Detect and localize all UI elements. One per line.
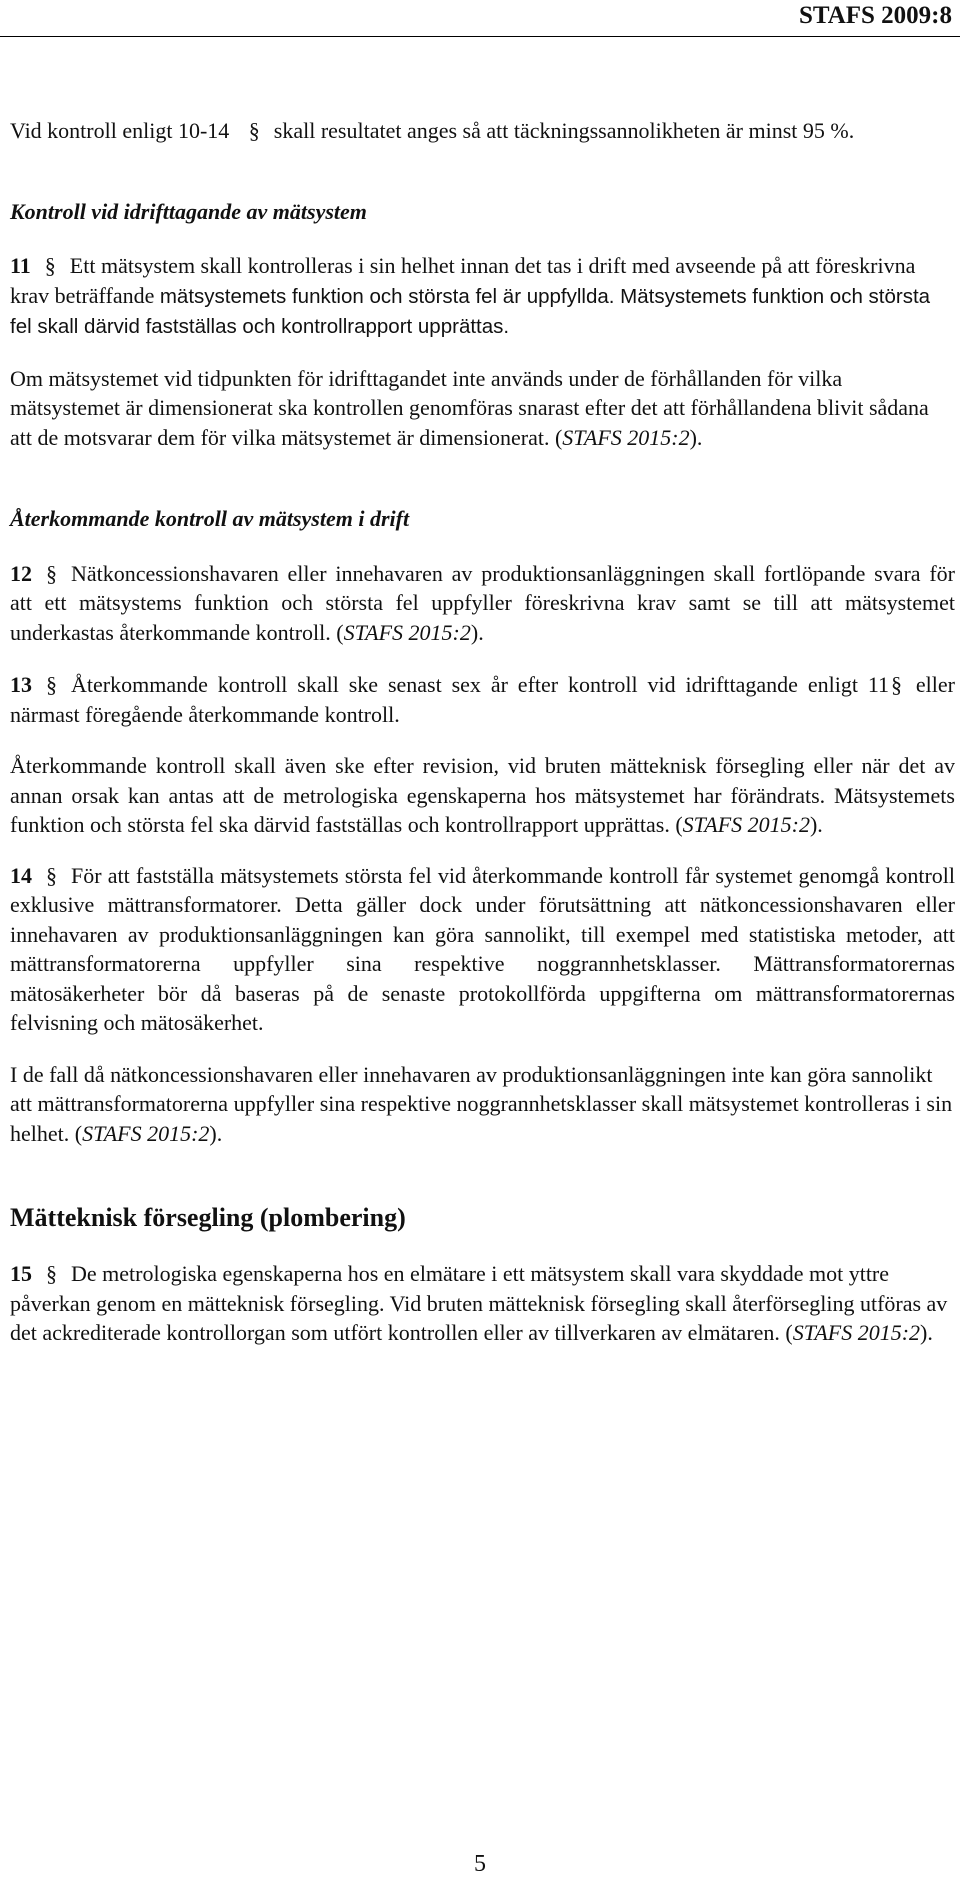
page-number: 5 bbox=[474, 1851, 486, 1877]
heading-commissioning: Kontroll vid idrifttagande av mätsystem bbox=[10, 198, 367, 224]
section-symbol: § bbox=[891, 672, 903, 697]
paragraph-commissioning-conditions: Om mätsystemet vid tidpunkten för idrifttagandet inte används under de förhållanden för vilka mätsystemet är dimensionerat ska kontrollen genomföras snarast efter det att förhållandena blivit sådana att de motsvarar dem för vilka mätsystemet är dimensionerat. (STAFS 2015:2). bbox=[10, 365, 929, 450]
section-symbol: § bbox=[46, 862, 57, 888]
section-number: 11 bbox=[10, 253, 31, 278]
section-symbol: § bbox=[46, 672, 57, 697]
heading-sealing: Mätteknisk försegling (plombering) bbox=[10, 1203, 406, 1232]
reference-citation: STAFS 2015:2 bbox=[562, 424, 690, 450]
section-14: 14 § För att fastställa mätsystemets största fel vid återkommande kontroll får systemet genomgå kontroll exklusive mättransformatorer. Detta gäller dock under förutsättning att nätkoncessionshavaren eller innehavaren av produktionsanläggningen kan göra sannolikt, till exempel med statistiska metoder, att mättransformatorerna uppfyller sina respektive noggrannhetsklasser. Mättransformatorernas mätosäkerheter bör då baseras på de senaste protokollförda uppgifterna om mättransformatorernas felvisning och mätosäkerhet. bbox=[10, 862, 955, 1035]
section-symbol: § bbox=[46, 1261, 57, 1286]
section-number: 15 bbox=[10, 1261, 32, 1286]
section-number: 14 bbox=[10, 862, 32, 888]
section-15: 15 § De metrologiska egenskaperna hos en elmätare i ett mätsystem skall vara skyddade mot yttre påverkan genom en mätteknisk försegling. Vid bruten mätteknisk försegling skall återförsegling utföras av det ackrediterade kontrollorgan som utfört kontrollen eller av tillverkaren av elmätaren. (STAFS 2015:2). bbox=[10, 1261, 948, 1345]
section-number: 12 bbox=[10, 560, 32, 586]
document-id: STAFS 2009:8 bbox=[798, 2, 952, 29]
paragraph-recurring-conditions: Återkommande kontroll skall även ske efter revision, vid bruten mätteknisk försegling eller när det av annan orsak kan antas att de metrologiska egenskaperna hos mätsystemet har förändrats. Mätsystemets funktion och största fel ska därvid fastställas och kontrollrapport upprättas. (STAFS 2015:2). bbox=[10, 753, 955, 837]
intro-paragraph: Vid kontroll enligt 10-14 § skall resultatet anges så att täckningssannolikheten är minst 95 %. bbox=[10, 118, 855, 143]
section-number: 13 bbox=[10, 672, 32, 697]
document-body bbox=[10, 116, 955, 1348]
reference-citation: STAFS 2015:2 bbox=[82, 1120, 210, 1146]
section-11: 11 § Ett mätsystem skall kontrolleras i sin helhet innan det tas i drift med avseende på att föreskrivna krav beträffande mätsystemets funktion och största fel är uppfyllda. Mätsystemets funktion och största fel skall därvid fastställas och kontrollrapport upprättas. bbox=[10, 253, 931, 338]
section-symbol: § bbox=[248, 118, 260, 143]
reference-citation: STAFS 2015:2 bbox=[792, 1320, 921, 1345]
heading-recurring-control: Återkommande kontroll av mätsystem i drift bbox=[10, 506, 410, 531]
section-symbol: § bbox=[44, 253, 56, 278]
section-symbol: § bbox=[46, 560, 57, 586]
page-header bbox=[0, 0, 960, 37]
reference-citation: STAFS 2015:2 bbox=[682, 812, 810, 837]
section-13: 13 § Återkommande kontroll skall ske senast sex år efter kontroll vid idrifttagande enligt 11§ eller närmast föregående återkommande kontroll. bbox=[10, 672, 955, 727]
paragraph-full-control: I de fall då nätkoncessionshavaren eller innehavaren av produktionsanläggningen inte kan göra sannolikt att mättransformatorerna uppfyller sina respektive noggrannhetsklasser skall mätsystemet kontrolleras i sin helhet. (STAFS 2015:2). bbox=[10, 1061, 953, 1146]
reference-citation: STAFS 2015:2 bbox=[343, 619, 471, 645]
section-12: 12 § Nätkoncessionshavaren eller innehavaren av produktionsanläggningen skall fortlöpande svara för att ett mätsystems funktion och största fel uppfyller föreskrivna krav samt se till att mätsystemet underkastas återkommande kontroll. (STAFS 2015:2). bbox=[10, 560, 955, 645]
